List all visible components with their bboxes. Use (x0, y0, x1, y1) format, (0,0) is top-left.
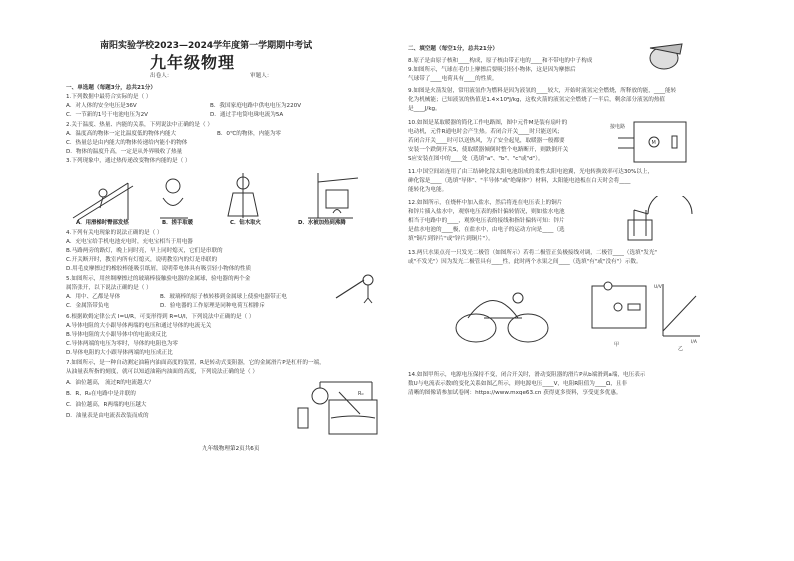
q12-c: 相当于电路中的____，观察电压表的接线和指针偏转可知：锌片 (408, 218, 565, 224)
q1-d: D．通过手电筒电珠电流为5A (210, 112, 284, 118)
q10-d: 安装一个跌倒开关S，使取暖器倾倒时整个电路断开，则跌倒开关 (408, 147, 569, 153)
q1-c: C．一节新的1号干电池电压为2V (66, 112, 148, 118)
salt-battery-figure (618, 196, 698, 244)
q2-c: C．热量总是由内能大的物体传递给内能小的物体 (66, 140, 188, 146)
q2-b: B．0℃的物体，内能为零 (217, 131, 282, 137)
q5: 5.如图所示，用丝绸摩擦过的玻璃棒接触验电器的金属球，验电器的两个金 (66, 276, 251, 282)
q12-b: 和锌片插入盐水中，观察电压表的指针偏转情况，则如盐水电池 (408, 209, 565, 215)
q7-d: D．油量表是由电流表改装而成的 (66, 413, 149, 419)
q13: 13.两只水果点亮一只发光二极管（如图所示）若将二极管正负极接线对调，二极管____（选填"发光" (408, 250, 657, 256)
q14: 14.如图甲所示，电源电压保持不变，闭合开关时，滑动变阻器的滑片P从b端滑到a端，电压表示 (408, 372, 646, 378)
electroscope-figure (334, 272, 384, 304)
section-2-title: 二、填空题（每空1分，总共21分） (408, 46, 498, 52)
q3-caption-d: D．水被加热到沸腾 (298, 220, 346, 226)
q7: 7.如图所示，是一种自动测定油箱内油面高度的装置，R是转动式变阻器，它的金属滑片P是杠杆的一端， (66, 360, 325, 366)
reviewer-label: 审题人： (250, 73, 273, 79)
q3-caption-b: B．搓手取暖 (162, 220, 194, 226)
q6-d: D.导体电阻的大小跟导体两端的电压成正比 (66, 350, 173, 356)
i-axis-label: I/A (691, 340, 697, 345)
section-1-title: 一、单选题（每题3分，总共21分） (66, 85, 156, 91)
q4-c: C.开关断开时，教室内所有灯熄灭，说明教室内的灯是串联的 (66, 257, 218, 263)
q8: 8.原子是由原子核和____构成，原子核由带正电的____和不带电的中子构成 (408, 58, 593, 64)
q10: 10.如图是某取暖器的简化工作电路图，图中元件M是装有扇叶的 (408, 120, 568, 126)
subject-title: 九年级物理 (150, 53, 236, 72)
q2-d: D．物体的温度升高，一定是从外界吸收了热量 (66, 149, 183, 155)
q5-c: C．金属箔带负电 (66, 303, 110, 309)
q12-d: 是盐水电池的____极，在盐水中，由电子的运动方向是____（选 (408, 227, 565, 233)
q11-b: 砷化镓是____（选填"导体"、"半导体"或"绝缘体"）材料，太阳能电池板在白天时会将____ (408, 178, 631, 184)
circuit-label: 接电路 (610, 124, 626, 130)
q8-balloon: 9.如图所示，气球在毛巾上摩擦后要吸引轻小物体，这是因为摩擦后 (408, 67, 576, 73)
q9-cont: 化为机械能；已知液氢的热值是1.4×10⁸J/kg，这枚火箭的液氢完全燃烧了一半后，剩余部分液氢的热值 (408, 97, 666, 103)
q1-b: B．我国家庭电路中供电电压为220V (210, 103, 302, 109)
oil-gauge-figure (294, 378, 384, 440)
balloon-figure (646, 38, 686, 72)
slide-figure (73, 183, 133, 220)
q5-d: D．验电器的工作原理是同种电荷互相排斥 (160, 303, 265, 309)
q4-b: B.马路两旁的路灯，晚上同时亮，早上同时熄灭，它们是串联的 (66, 248, 223, 254)
q11-c: 能转化为电能。 (408, 187, 448, 193)
q7-b: B．R、R₀在电路中是并联的 (66, 391, 136, 397)
q10-c: 若闭合开关____时可以送热风，为了安全起见，取暖器一般都要 (408, 138, 565, 144)
q9: 9.如图是火箭发射，常用液氢作为燃料是因为液氢的____较大，开始时液氢完全燃烧，所释放的能，____能转 (408, 88, 677, 94)
q6-a: A.导体电阻的大小跟导体两端的电压和通过导体的电流无关 (66, 323, 212, 329)
q7-a: A．油位越高， 流过R的电流越大？ (66, 380, 154, 386)
rubbing-hands-figure (160, 179, 188, 218)
q1-a: A．对人体的安全电压是36V (66, 103, 137, 109)
boiling-water-figure (308, 173, 358, 218)
page-footer: 九年级物理第2页共6页 (202, 446, 260, 452)
fig-label-yi: 乙 (678, 346, 684, 352)
q4: 4.下列有关电现象的说法正确的是（ ） (66, 230, 163, 236)
q12-e: 填"铜片到锌片"或"锌片到铜片"）。 (408, 236, 494, 242)
q5-b: B．玻璃棒的原子核转移到金属球上使验电器带正电 (160, 294, 287, 300)
q6-c: C.导体两端的电压为零时，导体的电阻也为零 (66, 341, 178, 347)
q1: 1.下列数据中最符合实际的是（ ） (66, 94, 152, 100)
q11: 11.中国空间站连用了由三结砷化镓太阳电池组成的柔性太阳电池翼，光电转换效率可达30%以上， (408, 169, 654, 175)
q14-c: 清晰的图像请参加试卷网：https://www.mxqe63.cn 获得更多资料，享受更多优惠。 (408, 390, 622, 396)
r0-label: R₀ (358, 391, 364, 397)
fruit-led-figure (448, 278, 568, 348)
q13-b: 或"不发光"）因为发光二极管具有____性，此时两个水果之间____（选填"有"或"没有"）示数。 (408, 259, 642, 265)
q3-caption-a: A．用滑梯时臀部发热 (76, 220, 129, 226)
q7-cont: 从油量表所指的刻度，就可以知道油箱内油面的高度，下列说法正确的是（ ） (66, 369, 258, 375)
motor-symbol: M (651, 140, 656, 146)
q8-balloon-cont: 气球带了____电荷具有____的性质。 (408, 76, 498, 82)
u-axis-label: U/V (654, 285, 662, 290)
setter-label: 出卷人： (150, 73, 173, 79)
q6-b: B.导体电阻的大小跟导体中的电流成反比 (66, 332, 167, 338)
q6: 6.根据欧姆定律公式 I=U/R，可变形得到 R=U/I，下列说法中正确的是（ ） (66, 314, 255, 320)
q10-e: S应安装在图中的____处（选填"a"、"b"、"c"或"d"）。 (408, 156, 544, 162)
q5-cont: 属箔张开，以下说法正确的是（ ） (66, 285, 152, 291)
q3-caption-c: C．钻木取火 (230, 220, 261, 226)
q2: 2.关于温度、热量、内能的关系，下列说法中正确的是（ ） (66, 122, 213, 128)
heater-circuit-figure (608, 118, 690, 166)
q7-c: C．油位越高，R两端的电压越大 (66, 402, 147, 408)
q3: 3.下列现象中，通过热传递改变物体内能的是（ ） (66, 158, 191, 164)
fig-label-jia: 甲 (614, 342, 620, 348)
q14-b: 数U与电流表示数I的变化关系如图乙所示，则电源电压____V，电阻R阻值为____Ω，且非 (408, 381, 628, 387)
drill-fire-figure (228, 173, 258, 218)
q4-a: A．充电宝给手机电池充电时，充电宝相当于用电器 (66, 239, 193, 245)
q4-d: D.用毛皮摩擦过的橡胶棒能吸引纸屑，说明带电体具有吸引轻小物体的性质 (66, 266, 252, 272)
q14-figures (588, 276, 703, 356)
q2-a: A．温度高的物体一定比温度低的物体内能大 (66, 131, 177, 137)
q10-b: 电动机，元件R通电时会产生热。若闭合开关____时只能送风； (408, 129, 563, 135)
q9-cont2: 是____J/kg。 (408, 106, 441, 112)
q12: 12.如图所示，在烧杯中加入盐水，然后将连在电压表上的铜片 (408, 200, 563, 206)
q5-a: A．用中、乙都是导体 (66, 294, 121, 300)
school-title: 南阳实验学校2023—2024学年度第一学期期中考试 (100, 41, 313, 51)
